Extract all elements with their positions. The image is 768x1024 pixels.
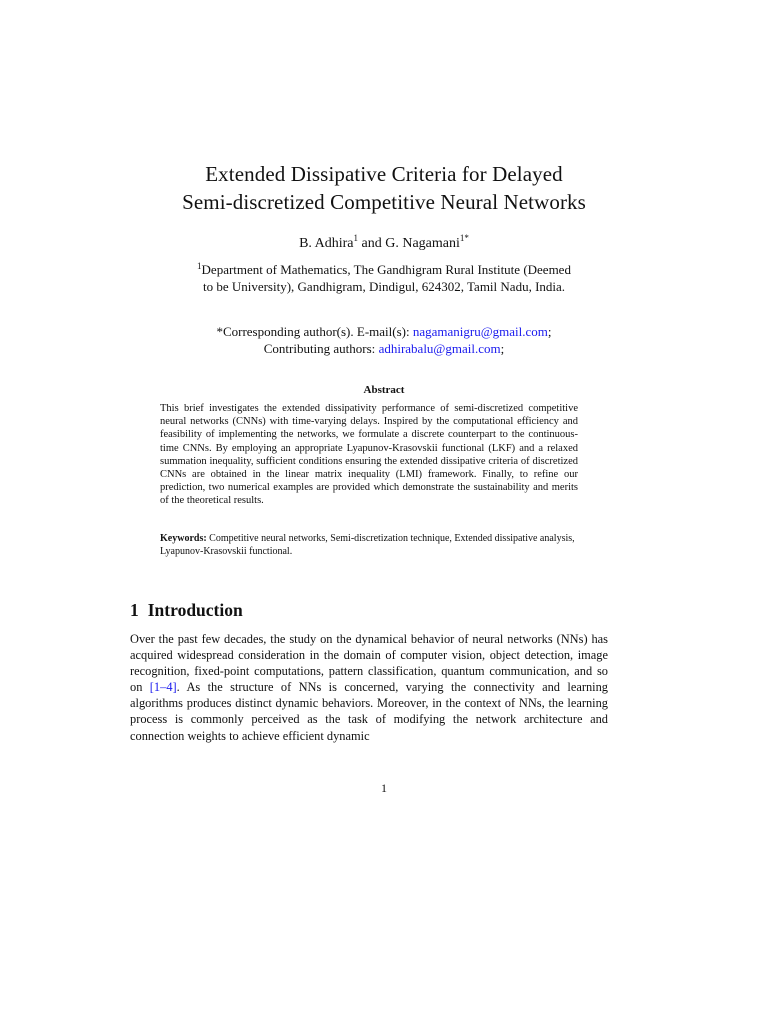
paper-title xyxy=(0,160,768,216)
section-heading-introduction xyxy=(130,600,243,621)
affiliation-line-2: to be University), Gandhigram, Dindigul, 624302, Tamil Nadu, India. xyxy=(202,279,566,294)
title-line-1: Extended Dissipative Criteria for Delayed xyxy=(205,162,563,186)
introduction-paragraph xyxy=(130,631,608,744)
keywords-block xyxy=(160,533,578,558)
contact-block xyxy=(0,323,768,357)
corresponding-label: *Corresponding author(s). E-mail(s): xyxy=(216,324,410,339)
author-conjunction: and xyxy=(361,236,382,251)
affiliation-line-1: Department of Mathematics, The Gandhigram Rural Institute (Deemed xyxy=(201,262,571,277)
intro-text-before-cite: Over the past few decades, the study on the dynamical behavior of neural networks (NNs) has acquired widespread consideration in the domain of computer vision, object detection, image recognition, fixed-point computations, pattern classification, quantum communication, and so on xyxy=(130,632,608,695)
intro-text-after-cite: . As the structure of NNs is concerned, varying the connectivity and learning algorithms produces distinct dynamic behaviors. Moreover, in the context of NNs, the learning process is commonly perceived as the task of modifying the network architecture and connection weights to achieve efficient dynamic xyxy=(130,680,608,743)
abstract-heading: Abstract xyxy=(363,384,405,396)
page-number: 1 xyxy=(381,781,387,795)
corresponding-email-link[interactable]: nagamanigru@gmail.com xyxy=(412,324,548,339)
section-title-text: Introduction xyxy=(147,600,243,620)
author-nagamani: G. Nagamani xyxy=(385,236,460,251)
citation-link[interactable]: 1–4 xyxy=(153,680,173,695)
abstract-text: This brief investigates the extended dissipativity performance of semi-discretized competitive neural networks (CNNs) with time-varying delays. Inspired by the computational efficiency and feasibility of implementing the networks, we formulate a discrete counterpart to the continuous-time CNNs. By employing an appropriate Lyapunov-Krasovskii functional (LKF) and a relaxed summation inequality, sufficient conditions ensuring the extended dissipative criteria of discretized CNNs are obtained in the linear matrix inequality (LMI) framework. Finally, to refine our prediction, two numerical examples are provided which demonstrate the sustainability and merits of the theoretical results. xyxy=(160,403,578,507)
citation-open-bracket: [ xyxy=(149,680,154,695)
section-number: 1 xyxy=(130,600,139,620)
author-adhira-mark: 1 xyxy=(353,233,359,243)
citation-close-bracket: ] xyxy=(172,680,177,695)
keywords-label: Keywords: xyxy=(160,533,207,544)
contributing-separator: ; xyxy=(500,341,505,356)
corresponding-separator: ; xyxy=(547,324,552,339)
author-adhira: B. Adhira xyxy=(299,236,354,251)
author-list xyxy=(0,235,768,253)
affiliation xyxy=(130,261,638,295)
author-nagamani-mark: 1* xyxy=(459,233,469,243)
contributing-email-link[interactable]: adhirabalu@gmail.com xyxy=(378,341,501,356)
keywords-text: Competitive neural networks, Semi-discretization technique, Extended dissipative analysis, Lyapunov-Krasovskii functional. xyxy=(160,533,575,557)
affiliation-mark: 1 xyxy=(197,261,202,271)
title-line-2: Semi-discretized Competitive Neural Networks xyxy=(182,190,586,214)
contributing-label: Contributing authors: xyxy=(263,341,376,356)
